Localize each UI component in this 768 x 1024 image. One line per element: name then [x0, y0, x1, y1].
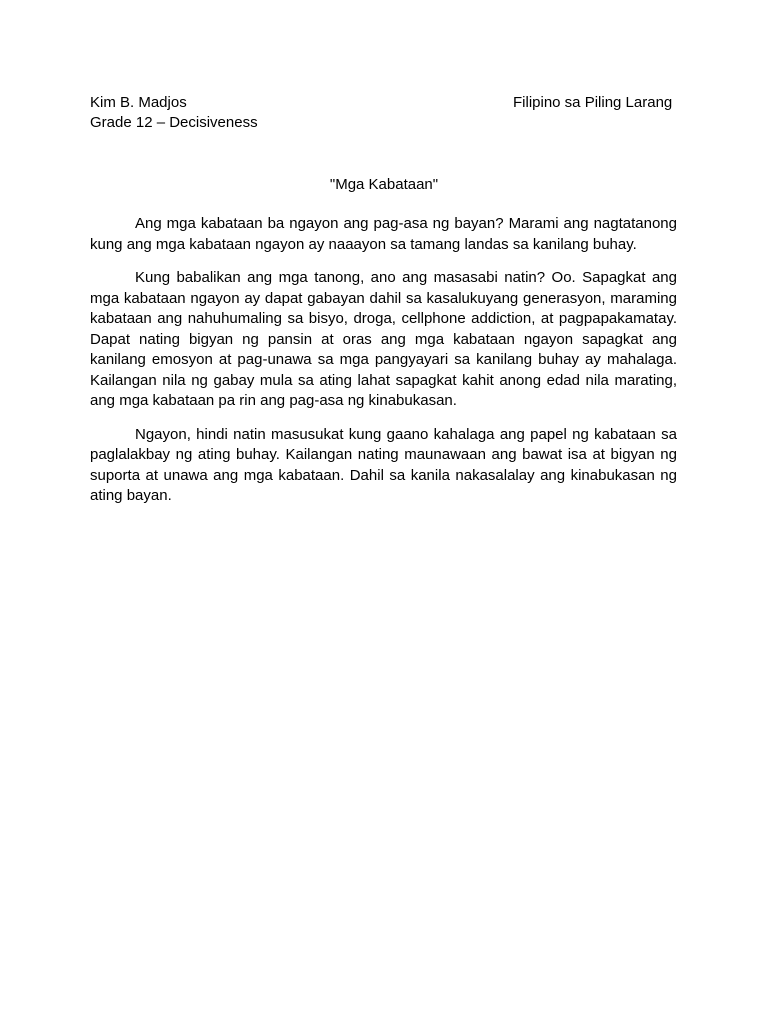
essay-body	[90, 214, 677, 520]
subject-name: Filipino sa Piling Larang	[513, 94, 673, 111]
grade-section: Grade 12 – Decisiveness	[90, 114, 258, 131]
header-left	[90, 93, 258, 133]
essay-title: "Mga Kabataan"	[329, 176, 439, 193]
paragraph-1: Ang mga kabataan ba ngayon ang pag-asa ng bayan? Marami ang nagtatanong kung ang mga kabataan ngayon ay naaayon sa tamang landas sa kanilang buhay.	[90, 215, 677, 253]
paragraph-2: Kung babalikan ang mga tanong, ano ang masasabi natin? Oo. Sapagkat ang mga kabataan ngayon ay dapat gabayan dahil sa kasalukuyang generasyon, maraming kabataan ang nahuhumaling sa bisyo, droga, cellphone addiction, at pagpapakamatay. Dapat nating bigyan ng pansin at oras ang mga kabataan ngayon sapagkat ang kanilang emosyon at pag-unawa sa mga pangyayari sa kanilang buhay ay mahalaga. Kailangan nila ng gabay mula sa ating lahat sapagkat kahit anong edad nila marating, ang mga kabataan pa rin ang pag-asa ng kinabukasan.	[90, 269, 677, 409]
author-name: Kim B. Madjos	[90, 94, 187, 111]
paragraph-3: Ngayon, hindi natin masusukat kung gaano kahalaga ang papel ng kabataan sa paglalakbay ng ating buhay. Kailangan nating maunawaan ang bawat isa at bigyan ng suporta at unawa ang mga kabataan. Dahil sa kanila nakasalalay ang kinabukasan ng ating bayan.	[90, 425, 677, 504]
header-right	[513, 93, 672, 113]
